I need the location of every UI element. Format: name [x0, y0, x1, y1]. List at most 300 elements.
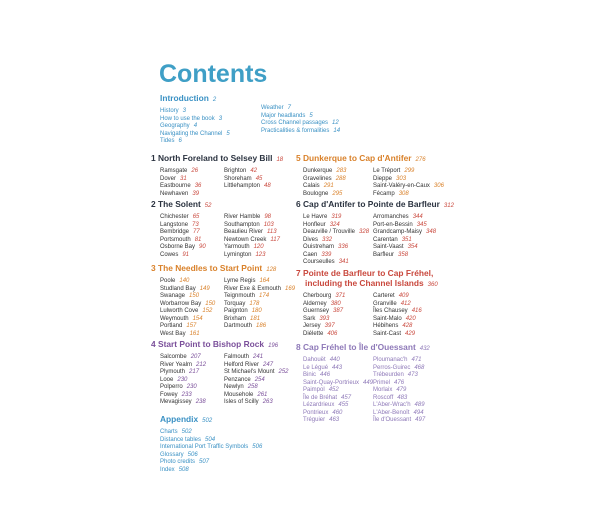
- toc-entry[interactable]: [373, 395, 463, 403]
- toc-entry-label: Morlaix: [373, 387, 393, 393]
- toc-entry-label: Lulworth Cove: [160, 308, 199, 314]
- toc-entry-label: Lyme Regis: [224, 278, 256, 284]
- toc-entry-label: Fowey: [160, 391, 178, 398]
- toc-entry[interactable]: [160, 331, 224, 339]
- toc-entry-label: Shoreham: [224, 175, 252, 182]
- toc-entry-page: 152: [202, 308, 213, 314]
- toc-entry-label: Sark: [303, 315, 316, 322]
- toc-entry-label: Dieppe: [373, 175, 393, 182]
- toc-entry-page: 180: [251, 308, 262, 314]
- toc-entry-label: Calais: [303, 183, 320, 189]
- toc-entry-label: Portsmouth: [160, 236, 191, 243]
- toc-entry-page: 181: [250, 315, 261, 322]
- toc-entry[interactable]: [224, 293, 304, 301]
- toc-entry-page: 471: [411, 357, 422, 363]
- toc-entry[interactable]: [160, 354, 224, 362]
- toc-entry-page: 31: [180, 175, 187, 182]
- toc-entry[interactable]: [373, 183, 463, 191]
- toc-entry[interactable]: [160, 183, 224, 191]
- toc-entry-page: 247: [263, 361, 274, 368]
- toc-entry[interactable]: [373, 301, 463, 309]
- toc-entry-label: Looe: [160, 376, 174, 383]
- toc-entry[interactable]: [303, 372, 373, 380]
- toc-entry-page: 328: [359, 229, 370, 235]
- toc-entry[interactable]: [261, 105, 381, 113]
- toc-entry-page: 150: [205, 300, 216, 307]
- toc-entry[interactable]: [224, 183, 304, 191]
- toc-entry[interactable]: [160, 252, 224, 260]
- toc-entry[interactable]: [303, 316, 373, 324]
- toc-entry-label: Arromanches: [373, 214, 409, 220]
- toc-entry-page: 345: [416, 221, 427, 228]
- toc-entry-page: 14: [333, 127, 341, 134]
- toc-entry-label: Index: [160, 466, 175, 473]
- toc-entry-label: Cross Channel passages: [261, 120, 329, 126]
- toc-entry-page: 36: [194, 183, 202, 189]
- toc-entry[interactable]: [373, 168, 463, 176]
- toc-entry[interactable]: [373, 410, 463, 418]
- toc-entry[interactable]: [373, 244, 463, 252]
- toc-entry[interactable]: [261, 128, 381, 136]
- toc-entry-page: 409: [398, 293, 409, 299]
- toc-entry[interactable]: [261, 113, 381, 121]
- toc-entry[interactable]: [160, 123, 261, 131]
- toc-entry-label: Cowes: [160, 251, 179, 258]
- toc-entry-label: Roscoff: [373, 394, 394, 401]
- toc-entry-page: 489: [414, 402, 425, 408]
- toc-entry[interactable]: [160, 222, 224, 230]
- toc-entry[interactable]: [160, 437, 320, 445]
- toc-entry[interactable]: [224, 229, 304, 237]
- toc-entry-page: 3: [218, 115, 223, 122]
- toc-entry[interactable]: [373, 331, 463, 339]
- toc-entry-label: Gravelines: [303, 175, 332, 182]
- toc-entry-label: Swanage: [160, 293, 186, 299]
- toc-entry[interactable]: [160, 459, 320, 467]
- toc-entry-label: Île de Bréhat: [303, 394, 338, 401]
- toc-entry-page: 319: [331, 214, 342, 220]
- toc-entry[interactable]: [224, 323, 304, 331]
- toc-entry[interactable]: [373, 229, 463, 237]
- toc-entry-page: 26: [191, 168, 199, 174]
- toc-entry-page: 291: [323, 183, 334, 189]
- toc-entry[interactable]: [160, 323, 224, 331]
- toc-entry-page: 344: [412, 214, 423, 220]
- toc-entry[interactable]: [303, 214, 373, 222]
- toc-entry[interactable]: [160, 214, 224, 222]
- toc-entry-page: 7: [287, 105, 291, 111]
- toc-entry-label: St Michael's Mount: [224, 369, 275, 375]
- toc-entry-label: Beaulieu River: [224, 229, 264, 235]
- toc-entry[interactable]: [224, 316, 304, 324]
- toc-entry[interactable]: [224, 176, 304, 184]
- toc-entry[interactable]: [224, 362, 304, 370]
- toc-entry-page: 412: [400, 300, 411, 307]
- toc-entry-label: West Bay: [160, 330, 186, 337]
- toc-entry[interactable]: [373, 252, 463, 260]
- toc-entry-page: 306: [433, 183, 444, 189]
- toc-entry-label: L'Aber-Benoît: [373, 409, 410, 416]
- toc-entry-label: Studland Bay: [160, 285, 196, 292]
- toc-entry[interactable]: [160, 286, 224, 294]
- toc-entry-page: 446: [320, 372, 331, 378]
- toc-entry-label: Dover: [160, 175, 177, 182]
- toc-entry[interactable]: [303, 183, 373, 191]
- toc-entry-page: 241: [253, 354, 264, 360]
- toc-entry[interactable]: [373, 357, 463, 365]
- toc-entry[interactable]: [160, 369, 224, 377]
- toc-entry-page: 457: [341, 394, 352, 401]
- toc-entry[interactable]: [303, 395, 373, 403]
- toc-entry-label: Trébeurden: [373, 372, 404, 378]
- toc-entry-page: 283: [336, 168, 347, 174]
- toc-entry-page: 161: [189, 330, 200, 337]
- toc-entry-page: 506: [252, 444, 263, 450]
- toc-entry-label: Îles Chausey: [373, 308, 408, 314]
- toc-entry[interactable]: [160, 191, 224, 199]
- toc-entry-label: Newtown Creek: [224, 236, 267, 243]
- toc-entry-page: 254: [254, 376, 265, 383]
- toc-entry-page: 460: [332, 409, 343, 416]
- toc-entry[interactable]: [224, 244, 304, 252]
- toc-entry-page: 233: [181, 391, 192, 398]
- toc-entry[interactable]: [373, 237, 463, 245]
- section-heading: 6 Cap d'Antifer to Pointe de Barfleur 312: [296, 199, 454, 209]
- toc-entry-page: 295: [332, 190, 343, 197]
- toc-entry-label: Le Légué: [303, 364, 329, 371]
- toc-entry-label: Île d'Ouessant: [373, 417, 412, 423]
- toc-entry-label: River Yealm: [160, 361, 193, 368]
- toc-entry-label: Mevagissey: [160, 399, 192, 405]
- toc-entry-label: Weather: [261, 105, 284, 111]
- toc-entry-label: Honfleur: [303, 221, 326, 228]
- toc-entry[interactable]: [303, 237, 373, 245]
- toc-entry-page: 12: [332, 120, 339, 126]
- toc-entry[interactable]: [160, 301, 224, 309]
- toc-entry-page: 140: [179, 278, 190, 284]
- toc-entry-label: Carentan: [373, 236, 398, 243]
- toc-entry-page: 42: [250, 168, 258, 174]
- toc-entry-label: Brixham: [224, 315, 247, 322]
- toc-entry-page: 230: [177, 376, 188, 383]
- toc-entry-label: Newlyn: [224, 384, 244, 390]
- page-title: Contents: [159, 60, 268, 88]
- toc-entry-page: 288: [335, 175, 346, 182]
- toc-entry[interactable]: [160, 362, 224, 370]
- section-heading: 4 Start Point to Bishop Rock 196: [151, 339, 279, 349]
- toc-entry[interactable]: [160, 116, 261, 124]
- toc-entry[interactable]: [373, 372, 463, 380]
- toc-entry-page: 186: [256, 323, 267, 329]
- toc-entry-page: 476: [394, 379, 405, 386]
- toc-entry-page: 428: [402, 323, 413, 329]
- toc-entry[interactable]: [160, 429, 320, 437]
- toc-entry-page: 6: [178, 138, 182, 144]
- toc-entry-label: Osborne Bay: [160, 244, 196, 250]
- toc-entry[interactable]: [160, 392, 224, 400]
- toc-entry[interactable]: [303, 323, 373, 331]
- toc-entry[interactable]: [160, 444, 320, 452]
- toc-entry-label: River Hamble: [224, 214, 261, 220]
- toc-entry-label: Worbarrow Bay: [160, 300, 202, 307]
- toc-entry[interactable]: [373, 293, 463, 301]
- toc-entry-page: 169: [285, 285, 296, 292]
- toc-entry-label: Saint-Vaast: [373, 244, 404, 250]
- toc-entry[interactable]: [160, 138, 261, 146]
- toc-entry-page: 154: [192, 315, 203, 322]
- toc-entry-label: Perros-Guirec: [373, 364, 411, 371]
- toc-entry-page: 358: [398, 251, 409, 258]
- toc-entry-label: Diélette: [303, 330, 324, 337]
- toc-entry[interactable]: [160, 377, 224, 385]
- toc-entry-label: Cherbourg: [303, 293, 332, 299]
- toc-entry-label: Southampton: [224, 221, 260, 228]
- toc-entry-label: Newhaven: [160, 190, 189, 197]
- toc-entry-label: Tréguier: [303, 417, 326, 423]
- toc-entry-page: 178: [249, 300, 260, 307]
- toc-entry-label: Jersey: [303, 323, 321, 329]
- toc-entry[interactable]: [224, 392, 304, 400]
- toc-entry[interactable]: [224, 369, 304, 377]
- toc-entry-page: 91: [182, 251, 190, 258]
- toc-entry[interactable]: [224, 377, 304, 385]
- toc-entry-label: Ploumanac'h: [373, 357, 408, 363]
- toc-entry-label: Torquay: [224, 300, 246, 307]
- toc-entry-label: Deauville / Trouville: [303, 229, 356, 235]
- toc-entry[interactable]: [303, 191, 373, 199]
- toc-entry-label: Saint-Valéry-en-Caux: [373, 183, 430, 189]
- toc-entry-page: 380: [330, 300, 341, 307]
- toc-entry[interactable]: [160, 399, 224, 407]
- toc-entry-page: 90: [199, 244, 206, 250]
- toc-entry-page: 39: [192, 190, 200, 197]
- toc-entry-label: Navigating the Channel: [160, 130, 223, 137]
- toc-entry-page: 483: [397, 394, 408, 401]
- toc-entry-label: Lézardrieux: [303, 402, 335, 408]
- toc-entry-page: 463: [329, 417, 340, 423]
- toc-entry-page: 157: [186, 323, 197, 329]
- toc-entry[interactable]: [261, 120, 381, 128]
- toc-entry-page: 452: [328, 387, 339, 393]
- toc-entry[interactable]: [224, 237, 304, 245]
- toc-entry-page: 502: [181, 429, 192, 435]
- toc-entry-page: 479: [396, 387, 407, 393]
- section-appendix: [160, 414, 320, 474]
- toc-entry[interactable]: [160, 108, 261, 116]
- toc-entry-page: 507: [199, 459, 210, 465]
- toc-entry[interactable]: [160, 316, 224, 324]
- section-heading: Introduction 2: [160, 93, 217, 103]
- toc-entry[interactable]: [303, 176, 373, 184]
- toc-entry[interactable]: [373, 222, 463, 230]
- toc-entry-page: 263: [262, 399, 273, 405]
- toc-entry-label: Carteret: [373, 293, 395, 299]
- toc-entry[interactable]: [303, 252, 373, 260]
- toc-entry-label: Practicalities & formalities: [261, 127, 330, 134]
- section-1: [151, 153, 304, 198]
- toc-entry[interactable]: [160, 131, 261, 139]
- toc-entry[interactable]: [373, 191, 463, 199]
- toc-entry-page: 339: [321, 251, 332, 258]
- toc-entry[interactable]: [160, 293, 224, 301]
- toc-entry[interactable]: [160, 467, 320, 475]
- toc-entry-page: 73: [192, 221, 199, 228]
- toc-entry-label: Falmouth: [224, 354, 250, 360]
- toc-entry-page: 473: [407, 372, 418, 378]
- toc-entry-label: Barfleur: [373, 251, 395, 258]
- toc-entry-page: 4: [193, 123, 198, 129]
- toc-entry[interactable]: [224, 301, 304, 309]
- toc-entry-page: 261: [257, 391, 268, 398]
- toc-entry[interactable]: [373, 380, 463, 388]
- toc-entry[interactable]: [224, 399, 304, 407]
- toc-entry-page: 371: [335, 293, 346, 299]
- toc-entry-label: Lymington: [224, 251, 252, 258]
- section-4: [151, 339, 304, 407]
- toc-entry-page: 238: [195, 399, 206, 405]
- toc-entry[interactable]: [303, 357, 373, 365]
- toc-entry-page: 164: [259, 278, 270, 284]
- toc-entry[interactable]: [303, 402, 373, 410]
- toc-entry-label: Bembridge: [160, 229, 190, 235]
- toc-entry-page: 420: [405, 315, 416, 322]
- toc-entry-label: Distance tables: [160, 436, 202, 443]
- toc-entry-label: International Port Traffic Symbols: [160, 444, 249, 450]
- toc-entry[interactable]: [160, 452, 320, 460]
- toc-entry[interactable]: [373, 365, 463, 373]
- toc-entry-page: 98: [264, 214, 272, 220]
- toc-entry-label: Paimpol: [303, 387, 325, 393]
- toc-entry[interactable]: [224, 278, 304, 286]
- toc-entry-page: 103: [263, 221, 274, 228]
- toc-entry-label: Polperro: [160, 384, 183, 390]
- toc-entry-label: Eastbourne: [160, 183, 191, 189]
- toc-entry-label: Plymouth: [160, 369, 186, 375]
- toc-entry-label: Mousehole: [224, 391, 254, 398]
- toc-entry[interactable]: [303, 301, 373, 309]
- toc-entry-page: 308: [398, 190, 409, 197]
- toc-entry-page: 429: [405, 330, 416, 337]
- toc-entry[interactable]: [373, 214, 463, 222]
- toc-entry-label: Binic: [303, 372, 317, 378]
- toc-entry-label: Dunkerque: [303, 168, 333, 174]
- toc-entry[interactable]: [303, 244, 373, 252]
- toc-entry-label: Littlehampton: [224, 183, 261, 189]
- toc-entry[interactable]: [160, 176, 224, 184]
- toc-entry[interactable]: [160, 308, 224, 316]
- toc-entry-label: Teignmouth: [224, 293, 256, 299]
- toc-entry[interactable]: [303, 222, 373, 230]
- toc-entry[interactable]: [224, 168, 304, 176]
- toc-entry[interactable]: [303, 387, 373, 395]
- toc-entry[interactable]: [303, 293, 373, 301]
- section-heading: 2 The Solent 52: [151, 199, 212, 209]
- toc-entry-page: 455: [338, 402, 349, 408]
- toc-entry-label: Alderney: [303, 300, 327, 307]
- toc-entry-page: 406: [327, 330, 338, 337]
- toc-entry-page: 348: [426, 229, 437, 235]
- toc-entry-page: 81: [194, 236, 202, 243]
- toc-entry-label: Fécamp: [373, 190, 395, 197]
- toc-entry-page: 77: [193, 229, 200, 235]
- toc-entry-label: Le Havre: [303, 214, 328, 220]
- toc-entry-page: 174: [259, 293, 270, 299]
- toc-entry[interactable]: [373, 417, 463, 425]
- toc-entry[interactable]: [224, 286, 304, 294]
- section-columns: [160, 105, 381, 146]
- toc-entry[interactable]: [373, 402, 463, 410]
- toc-entry[interactable]: [373, 176, 463, 184]
- toc-entry-label: Glossary: [160, 451, 184, 458]
- toc-entry-page: 416: [411, 308, 422, 314]
- toc-entry[interactable]: [373, 387, 463, 395]
- toc-entry[interactable]: [160, 384, 224, 392]
- toc-entry-label: Langstone: [160, 221, 189, 228]
- toc-entry-page: 258: [247, 384, 258, 390]
- toc-entry-page: 5: [226, 130, 230, 137]
- section-5: [296, 153, 463, 198]
- toc-entry-label: Major headlands: [261, 112, 306, 119]
- section-heading: 3 The Needles to Start Point 128: [151, 263, 277, 273]
- toc-entry[interactable]: [160, 237, 224, 245]
- toc-entry[interactable]: [303, 308, 373, 316]
- toc-entry[interactable]: [224, 252, 304, 260]
- toc-entry-label: Helford River: [224, 361, 260, 368]
- toc-entry[interactable]: [303, 259, 373, 267]
- toc-entry[interactable]: [303, 168, 373, 176]
- toc-entry-label: Chichester: [160, 214, 189, 220]
- toc-entry-label: Ramsgate: [160, 168, 188, 174]
- section-3: [151, 263, 304, 338]
- toc-entry-page: 65: [192, 214, 200, 220]
- toc-entry-page: 217: [189, 369, 200, 375]
- toc-entry-page: 387: [333, 308, 344, 314]
- toc-entry[interactable]: [160, 229, 224, 237]
- toc-entry-page: 3: [182, 108, 187, 114]
- toc-entry[interactable]: [373, 323, 463, 331]
- toc-entry-label: Dives: [303, 236, 319, 243]
- toc-entry[interactable]: [373, 316, 463, 324]
- toc-entry-label: River Exe & Exmouth: [224, 285, 282, 292]
- toc-entry-label: Brighton: [224, 168, 247, 174]
- toc-entry-label: L'Aber-Wrac'h: [373, 402, 411, 408]
- toc-entry[interactable]: [373, 308, 463, 316]
- toc-entry[interactable]: [160, 244, 224, 252]
- toc-entry[interactable]: [224, 308, 304, 316]
- toc-entry[interactable]: [303, 365, 373, 373]
- toc-entry-page: 443: [332, 364, 343, 371]
- toc-entry[interactable]: [160, 168, 224, 176]
- section-heading: 7 Pointe de Barfleur to Cap Fréhel, including the Channel Islands 360: [296, 268, 438, 288]
- toc-entry-page: 117: [270, 236, 280, 243]
- toc-entry-label: Portland: [160, 323, 183, 329]
- toc-entry-label: Isles of Scilly: [224, 399, 259, 405]
- toc-entry-label: Saint-Cast: [373, 330, 402, 337]
- toc-entry[interactable]: [224, 214, 304, 222]
- toc-entry[interactable]: [224, 222, 304, 230]
- toc-entry[interactable]: [224, 354, 304, 362]
- toc-entry-page: 230: [186, 384, 197, 390]
- toc-entry-label: Weymouth: [160, 315, 189, 322]
- toc-entry[interactable]: [303, 229, 373, 237]
- section-heading: 5 Dunkerque to Cap d'Antifer 276: [296, 153, 426, 163]
- toc-entry-page: 299: [404, 168, 415, 174]
- toc-entry[interactable]: [160, 278, 224, 286]
- toc-entry[interactable]: [224, 384, 304, 392]
- toc-entry-label: History: [160, 108, 179, 114]
- toc-entry[interactable]: [303, 380, 373, 388]
- toc-entry[interactable]: [303, 331, 373, 339]
